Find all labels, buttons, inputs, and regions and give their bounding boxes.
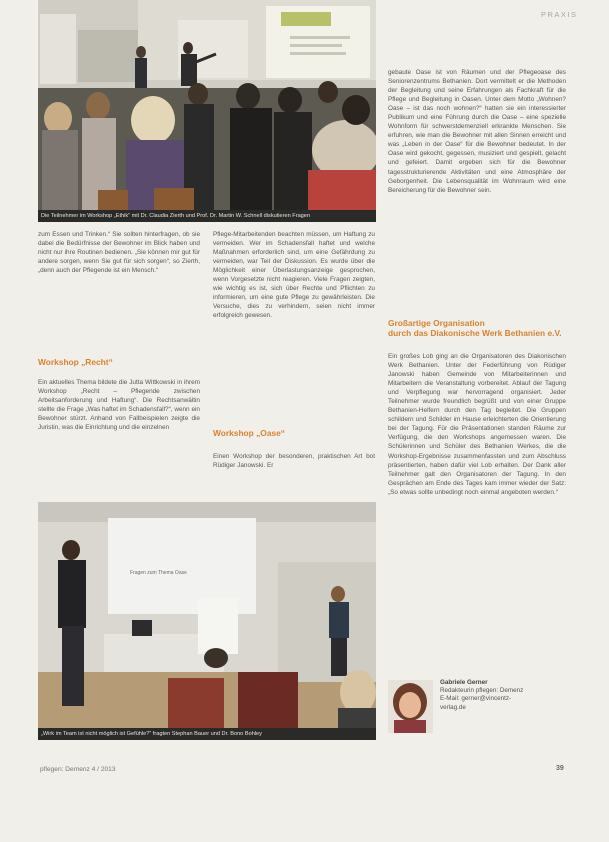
author-info — [440, 679, 523, 712]
column-middle-paragraph-1: Pflege-Mitarbeitenden beachten müssen, um Haftung zu vermeiden. Wer im Schadensfall haftet und welche Maßnahmen erforderlich sind, um eine Gefährdung zu vermeiden, war Teil der Diskussion. Es wurde über die Möglichkeit einer Überlastungsanzeige gesprochen, wenn Vorgesetzte nicht reagieren. Viele Fragen zeigten, wie wichtig es ist, sich über Rechte und Pflichten zu informieren, um eine gute Pflege zu gewährleisten. Die Versuche, dies zu verhindern, seien nicht immer erfolgreich gewesen. — [213, 231, 375, 320]
photo-workshop-presentation — [38, 502, 376, 740]
column-right-lower — [388, 352, 566, 497]
presentation-slide-text: Fragen zum Thema Oase — [130, 570, 187, 576]
column-middle-paragraph-2: Einen Workshop der besonderen, praktischen Art bot Rüdiger Janowski. Er — [213, 453, 375, 470]
photo-workshop-ethik — [38, 0, 376, 222]
column-left-paragraph-1: zum Essen und Trinken.“ Sie sollten hinterfragen, ob sie dabei die Bedürfnisse der Bewohner im Blick haben und nicht nur ihre Routinen bedienen. „Sie können mir gut für andere sorgen, wenn Sie gut für sich sorgen“, so Zierth, „denn auch der Pflegende ist ein Mensch.“ — [38, 231, 200, 275]
column-middle-lower — [213, 452, 375, 470]
author-email-line-2: verlag.de — [440, 703, 466, 711]
author-photo — [388, 680, 433, 733]
column-right-paragraph-2: Ein großes Lob ging an die Organisatoren des Diakonischen Werk Bethanien. Unter der Federführung von Rüdiger Janowski haben Gemeinde von Mitarbeiterinnen und Mitarbeitern die Veranstaltung vorbereitet. Ablauf der Tagung und Verpflegung war hervorragend organisiert. Jeder Teilnehmer wurde freundlich begrüßt und von einer Gruppe Bethanien-Helfern durch den Tag begleitet. Die Gruppen schildern und Schilder im Hause erleichterten die Orientierung bei der Tagung. Für die Präsentationen standen Räume zur Verfügung, die den Workshops angemessen waren. Die Schülerinnen und Schüler des Bethanien Werkes, die die Workshop-Ergebnisse zusammenfassten und zum Abschluss präsentierten, haben dafür viel Lob erhalten. Der Dank aller Teilnehmer galt den Organisatoren der Tagung. In den Gesprächen am Ende des Tages kam immer wieder der Satz: „So etwas sollte unbedingt noch einmal angeboten werden.“ — [388, 353, 566, 496]
footer-magazine: pflegen: Demenz 4 / 2013 — [40, 766, 116, 773]
column-left — [38, 230, 200, 275]
column-left-paragraph-2: Ein aktuelles Thema bildete die Jutta Wittkowski in ihrem Workshop „Recht – Pflegende zwischen Arbeitsanforderung und Haftung“. Die Rechtsanwältin stellte die Frage „Was haftet im Schadensfall?“, wenn ein Bewohner stürzt. Anhand von Fallbeispielen zeigte die Juristin, was die Einrichtung und die einzelnen — [38, 379, 200, 432]
heading-workshop-oase: Workshop „Oase“ — [213, 428, 285, 438]
column-left-lower — [38, 378, 200, 432]
photo-top-caption: Die Teilnehmer im Workshop „Ethik“ mit Dr. Claudia Zierth und Prof. Dr. Martin W. Schnell diskutieren Fragen — [38, 210, 376, 222]
photo-presentation-image — [38, 502, 376, 740]
author-role: Redakteurin pflegen: Demenz — [440, 687, 524, 695]
heading-organisation-line-2: durch das Diakonische Werk Bethanien e.V. — [388, 328, 562, 338]
section-tag: PRAXIS — [541, 10, 578, 19]
heading-workshop-recht: Workshop „Recht“ — [38, 357, 113, 367]
author-name: Gabriele Gerner — [440, 679, 488, 686]
column-middle — [213, 230, 375, 320]
column-right — [388, 68, 566, 195]
footer-page-number: 39 — [556, 765, 564, 772]
author-portrait-image — [388, 680, 433, 733]
photo-bottom-caption: „Wirk im Team ist nicht möglich ist Gefühle?“ fragten Stephan Bauer und Dr. Bono Bohley — [38, 728, 376, 740]
heading-organisation-line-1: Großartige Organisation — [388, 318, 485, 328]
heading-organisation — [388, 318, 568, 338]
author-email-line-1: E-Mail: gerner@vincentz- — [440, 695, 512, 703]
column-right-paragraph-1: gebaute Oase ist von Räumen und der Pflegeoase des Seniorenzentrums Bethanien. Dort vermittelt er die Methoden der Begleitung und seine Erfahrungen als Fachkraft für die Pflege und Begleitung in Oasen. Unter dem Motto „Wohnen? Oase – ist das noch wohnen?“ hatten sie ein interessierter Publikum und eine Führung durch die Oase – eine spezielle Wohnform für schwerstdemenziell erkrankte Menschen. Sie erfuhren, wie man die Bewohner mit allen Sinnen erreicht und was „Leben in der Oase“ für die Bewohner bedeutet. In der Oase wird gekocht, gegessen, musiziert und gespielt, gelacht und gefeiert. Damit ergeben sich für die Bewohner tagesstrukturierende Aktivitäten und eine Atmosphäre der Geborgenheit. Die Lebensqualität im Wohnraum wird eine Bereicherung für die Bewohner sein. — [388, 69, 566, 194]
photo-workshop-ethik-image — [38, 0, 376, 222]
